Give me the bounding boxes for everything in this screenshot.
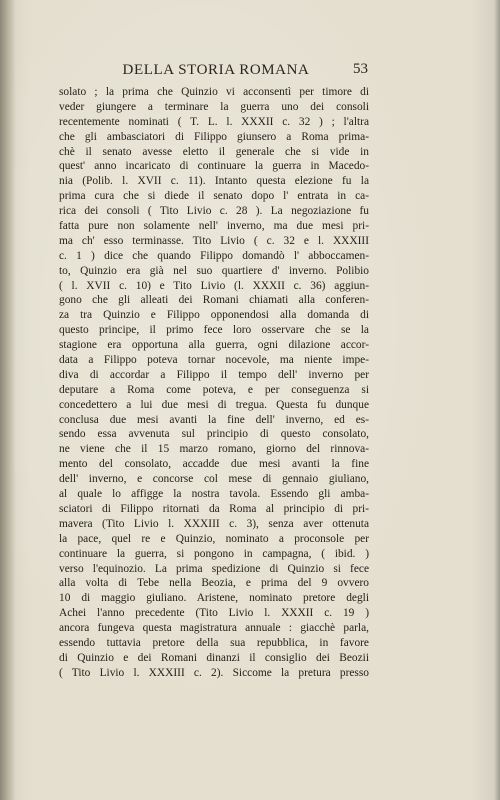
text-line: ( l. XVII c. 10) e Tito Livio (l. XXXII c. 36) aggiun- xyxy=(59,279,369,292)
text-line: rica dei consoli ( Tito Livio c. 28 ). La negoziazione fu xyxy=(59,205,369,218)
page-binding-shadow xyxy=(0,0,16,800)
text-line: alla volta di Tebe nella Beozia, e prima del 9 ovvero xyxy=(59,577,369,590)
text-line: ancora fungeva questa magistratura annuale : giacchè parla, xyxy=(59,622,369,635)
text-line: data a Filippo poteva tornar nocevole, ma niente impe- xyxy=(59,354,369,367)
text-line: sciatori di Filippo ritornati da Roma al principio di pri- xyxy=(59,502,369,515)
text-line: to, Quinzio era già nel suo quartiere d' inverno. Polibio xyxy=(59,264,369,277)
text-line: concedettero a lui due mesi di tregua. Questa fu dunque xyxy=(59,398,369,411)
text-line: 10 di maggio giuliano. Aristene, nominato pretore degli xyxy=(59,592,369,605)
text-line: fatta pure non solamente nell' inverno, ma due mesi pri- xyxy=(59,220,369,233)
text-line: mavera (Tito Livio l. XXXIII c. 3), senza aver ottenuta xyxy=(59,517,369,530)
page-edge-shadow xyxy=(494,0,500,800)
text-line: ne viene che il 15 marzo romano, giorno del rinnova- xyxy=(59,443,369,456)
text-line: quest' anno incaricato di continuare la guerra in Macedo- xyxy=(59,160,369,173)
text-line: deputare a Roma come poteva, e per conseguenza si xyxy=(59,383,369,396)
text-line: chè il senato avesse eletto il generale che si vide in xyxy=(59,145,369,158)
text-line: solato ; la prima che Quinzio vi acconsentì per timore di xyxy=(59,86,369,98)
text-line: stagione era opportuna alla guerra, ogni dilazione accor- xyxy=(59,339,369,352)
text-line: dell' inverno, e concorse col mese di gennaio giuliano, xyxy=(59,473,369,486)
text-line: ma ch' esso terminasse. Tito Livio ( c. 32 e l. XXXIII xyxy=(59,234,369,247)
text-line: questo principe, il primo fece loro osservare che se la xyxy=(59,324,369,337)
text-line: gono che gli alleati dei Romani chiamati alla conferen- xyxy=(59,294,369,307)
text-line: Achei l'anno precedente (Tito Livio l. XXXII c. 19 ) xyxy=(59,607,369,620)
text-line: nia (Polib. l. XVII c. 11). Intanto questa elezione fu la xyxy=(59,175,369,188)
text-line: conclusa due mesi avanti la fine dell' inverno, ed es- xyxy=(59,413,369,426)
text-line: di Quinzio e dei Romani dinanzi il consiglio dei Beozii xyxy=(59,651,369,664)
text-line: la pace, quel re e Quinzio, nominato a proconsole per xyxy=(59,532,369,545)
text-line: veder giungere a terminare la guerra uno dei consoli xyxy=(59,100,369,113)
text-line: ( Tito Livio l. XXXIII c. 2). Siccome la pretura presso xyxy=(59,666,369,679)
text-line: prima cura che si diede il senato dopo l' entrata in ca- xyxy=(59,190,369,203)
text-line: diva di accordar a Filippo il tempo dell' inverno per xyxy=(59,368,369,381)
body-text xyxy=(59,85,369,681)
text-line: essendo tuttavia pretore della sua repubblica, in favore xyxy=(59,636,369,649)
text-line: al quale lo affigge la nostra tavola. Essendo gli amba- xyxy=(59,488,369,501)
page-number: 53 xyxy=(353,61,368,77)
text-line: che gli ambasciatori di Filippo giunsero a Roma prima- xyxy=(59,130,369,143)
text-line: za tra Quinzio e Filippo opponendosi alla domanda di xyxy=(59,309,369,322)
text-line: sendo essa avvenuta sul principio di questo consolato, xyxy=(59,428,369,441)
running-title: DELLA STORIA ROMANA xyxy=(122,62,310,78)
text-line: continuare la guerra, si pongono in campagna, ( ibid. ) xyxy=(59,547,369,560)
text-line: verso l'equinozio. La prima spedizione di Quinzio si fece xyxy=(59,562,369,575)
text-line: recentemente nominati ( T. L. l. XXXII c. 32 ) ; l'altra xyxy=(59,115,369,128)
text-line: c. 1 ) dice che quando Filippo domandò l' abboccamen- xyxy=(59,249,369,262)
text-line: mento del consolato, accadde due mesi avanti la fine xyxy=(59,458,369,471)
